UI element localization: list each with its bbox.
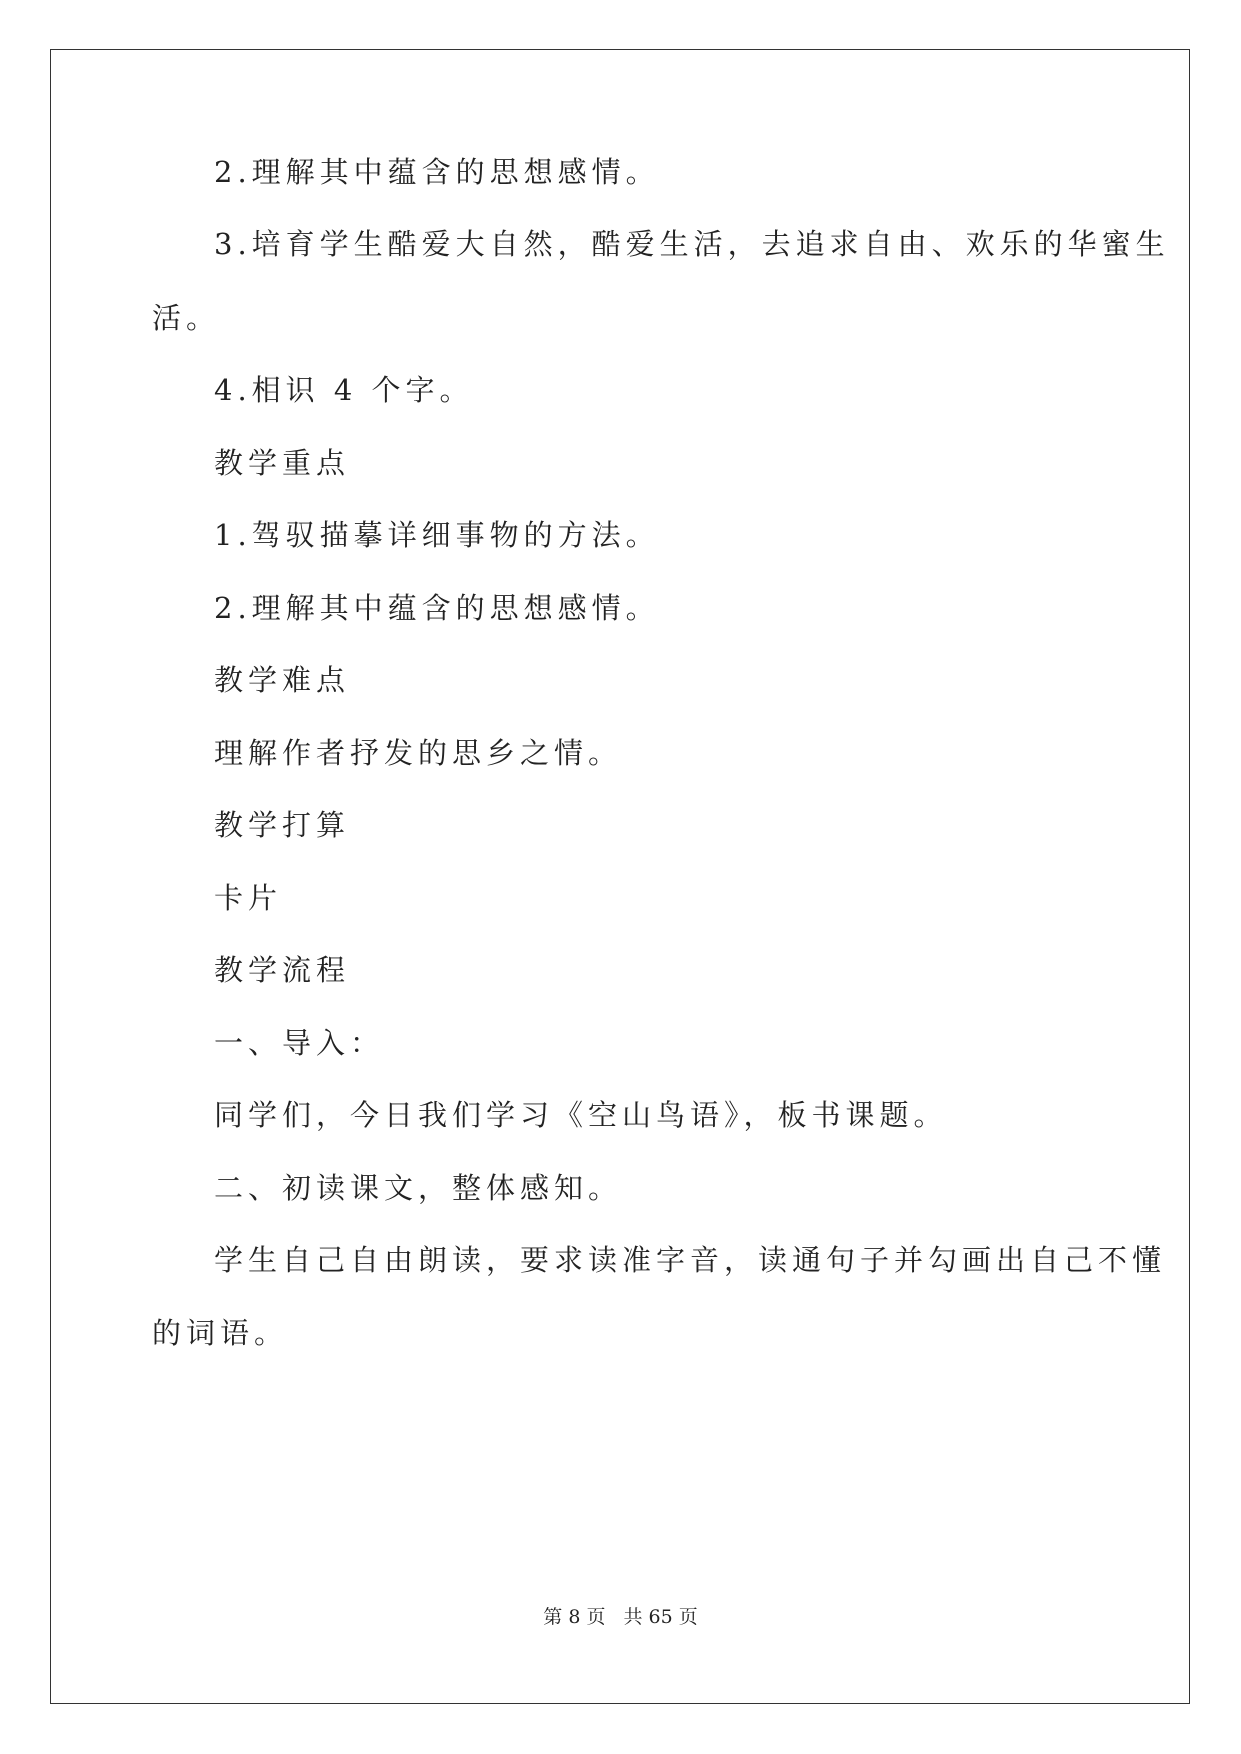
text-line: 二、初读课文，整体感知。 [214,1171,623,1205]
page-border [50,49,1190,1704]
text-line: 3.培育学生酷爱大自然，酷爱生活，去追求自由、欢乐的华蜜生 [214,227,1170,261]
page-footer [0,1605,1241,1629]
text-line: 学生自己自由朗读，要求读准字音，读通句子并勾画出自己不懂 [214,1243,1167,1277]
text-line: 理解作者抒发的思乡之情。 [214,736,623,770]
section-heading: 教学难点 [214,663,351,697]
text-line: 活。 [152,301,221,335]
text-line: 1.驾驭描摹详细事物的方法。 [214,518,660,552]
text-line: 4.相识 4 个字。 [214,373,474,407]
section-heading: 教学重点 [214,446,351,480]
page-number: 第 8 页 [543,1606,606,1628]
text-line: 同学们，今日我们学习《空山鸟语》，板书课题。 [214,1098,948,1132]
text-line: 2.理解其中蕴含的思想感情。 [214,591,660,625]
page-total: 共 65 页 [623,1606,698,1628]
text-line: 2.理解其中蕴含的思想感情。 [214,155,660,189]
text-line: 的词语。 [152,1316,289,1350]
section-heading: 教学流程 [214,953,351,987]
text-line: 卡片 [214,881,283,915]
section-heading: 教学打算 [214,808,351,842]
text-line: 一、导入： [214,1026,385,1060]
